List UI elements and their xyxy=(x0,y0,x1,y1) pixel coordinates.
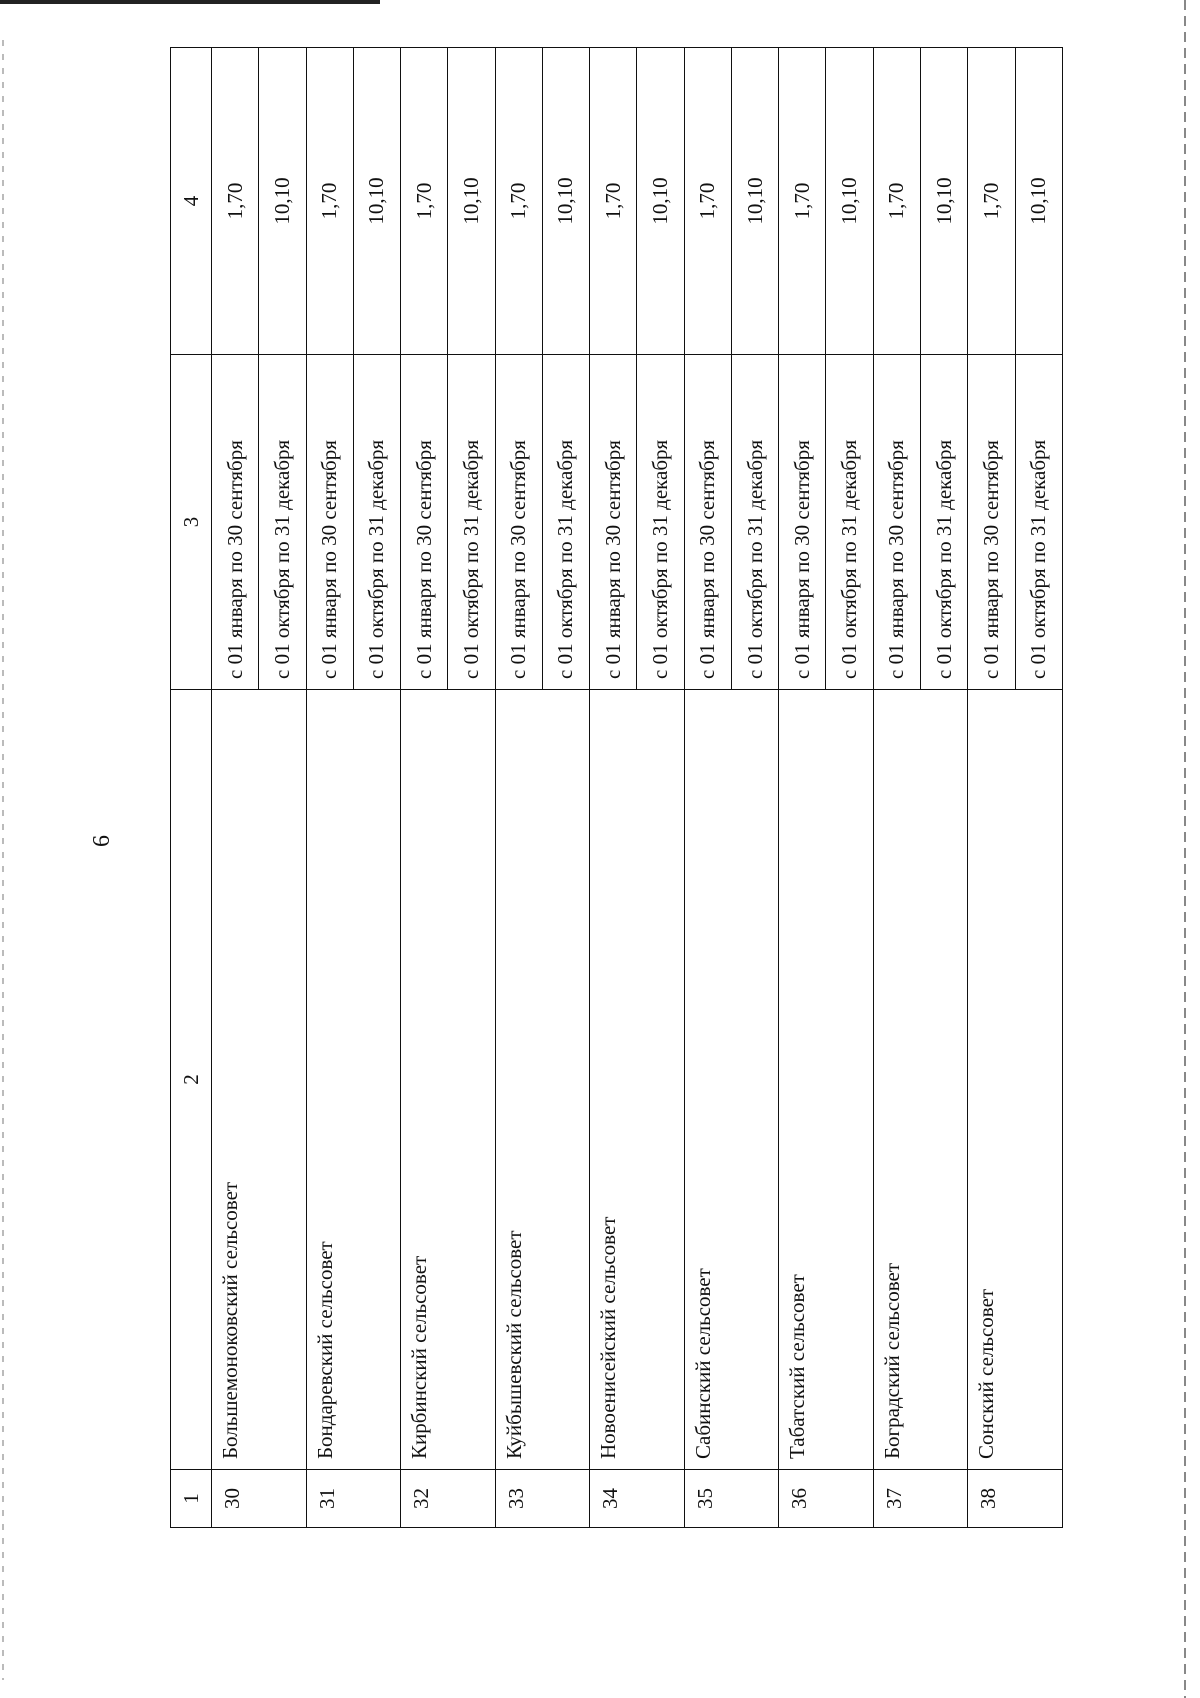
period-cell: с 01 октября по 31 декабря xyxy=(731,355,778,690)
rate-cell: 10,10 xyxy=(353,48,400,355)
table-row xyxy=(684,48,731,1528)
rate-cell: 10,10 xyxy=(259,48,306,355)
period-cell: с 01 января по 30 сентября xyxy=(401,355,448,690)
rate-cell: 10,10 xyxy=(1015,48,1062,355)
table-row xyxy=(495,48,542,1528)
settlement-name: Сонский сельсовет xyxy=(968,690,1063,1470)
row-number: 37 xyxy=(873,1470,968,1528)
scan-artifact-top-line xyxy=(0,0,380,4)
rate-cell: 10,10 xyxy=(637,48,684,355)
settlement-name: Новоенисейский сельсовет xyxy=(590,690,685,1470)
period-cell: с 01 октября по 31 декабря xyxy=(448,355,495,690)
table-row xyxy=(873,48,920,1528)
table-row xyxy=(401,48,448,1528)
row-number: 31 xyxy=(306,1470,401,1528)
period-cell: с 01 октября по 31 декабря xyxy=(259,355,306,690)
period-cell: с 01 января по 30 сентября xyxy=(306,355,353,690)
table-header-row xyxy=(171,48,212,1528)
period-cell: с 01 января по 30 сентября xyxy=(495,355,542,690)
header-cell-1: 1 xyxy=(171,1470,212,1528)
rate-cell: 1,70 xyxy=(306,48,353,355)
period-cell: с 01 октября по 31 декабря xyxy=(353,355,400,690)
rate-cell: 1,70 xyxy=(401,48,448,355)
rates-table-container xyxy=(170,48,1200,1509)
rate-cell: 1,70 xyxy=(779,48,826,355)
page-number: 6 xyxy=(89,835,115,847)
row-number: 34 xyxy=(590,1470,685,1528)
row-number: 33 xyxy=(495,1470,590,1528)
scan-artifact-left-edge xyxy=(2,40,4,1680)
table-row xyxy=(212,48,259,1528)
settlement-name: Кирбинский сельсовет xyxy=(401,690,496,1470)
period-cell: с 01 января по 30 сентября xyxy=(968,355,1015,690)
rate-cell: 10,10 xyxy=(542,48,589,355)
rate-cell: 10,10 xyxy=(731,48,778,355)
period-cell: с 01 января по 30 сентября xyxy=(873,355,920,690)
row-number: 32 xyxy=(401,1470,496,1528)
period-cell: с 01 октября по 31 декабря xyxy=(542,355,589,690)
row-number: 35 xyxy=(684,1470,779,1528)
period-cell: с 01 октября по 31 декабря xyxy=(826,355,873,690)
settlement-name: Боградский сельсовет xyxy=(873,690,968,1470)
period-cell: с 01 октября по 31 декабря xyxy=(637,355,684,690)
rate-cell: 10,10 xyxy=(826,48,873,355)
settlement-name: Большемоноковский сельсовет xyxy=(212,690,307,1470)
header-cell-3: 3 xyxy=(171,355,212,690)
rate-cell: 10,10 xyxy=(920,48,967,355)
header-cell-4: 4 xyxy=(171,48,212,355)
period-cell: с 01 октября по 31 декабря xyxy=(1015,355,1062,690)
period-cell: с 01 октября по 31 декабря xyxy=(920,355,967,690)
settlement-name: Сабинский сельсовет xyxy=(684,690,779,1470)
period-cell: с 01 января по 30 сентября xyxy=(779,355,826,690)
rates-table xyxy=(170,47,1063,1528)
rate-cell: 1,70 xyxy=(873,48,920,355)
rate-cell: 1,70 xyxy=(590,48,637,355)
table-row xyxy=(590,48,637,1528)
header-cell-2: 2 xyxy=(171,690,212,1470)
settlement-name: Бондаревский сельсовет xyxy=(306,690,401,1470)
rate-cell: 1,70 xyxy=(495,48,542,355)
row-number: 36 xyxy=(779,1470,874,1528)
row-number: 30 xyxy=(212,1470,307,1528)
period-cell: с 01 января по 30 сентября xyxy=(212,355,259,690)
rate-cell: 10,10 xyxy=(448,48,495,355)
settlement-name: Табатский сельсовет xyxy=(779,690,874,1470)
period-cell: с 01 января по 30 сентября xyxy=(684,355,731,690)
table-row xyxy=(306,48,353,1528)
table-row xyxy=(968,48,1015,1528)
rate-cell: 1,70 xyxy=(684,48,731,355)
rate-cell: 1,70 xyxy=(968,48,1015,355)
settlement-name: Куйбышевский сельсовет xyxy=(495,690,590,1470)
table-row xyxy=(779,48,826,1528)
period-cell: с 01 января по 30 сентября xyxy=(590,355,637,690)
row-number: 38 xyxy=(968,1470,1063,1528)
rate-cell: 1,70 xyxy=(212,48,259,355)
